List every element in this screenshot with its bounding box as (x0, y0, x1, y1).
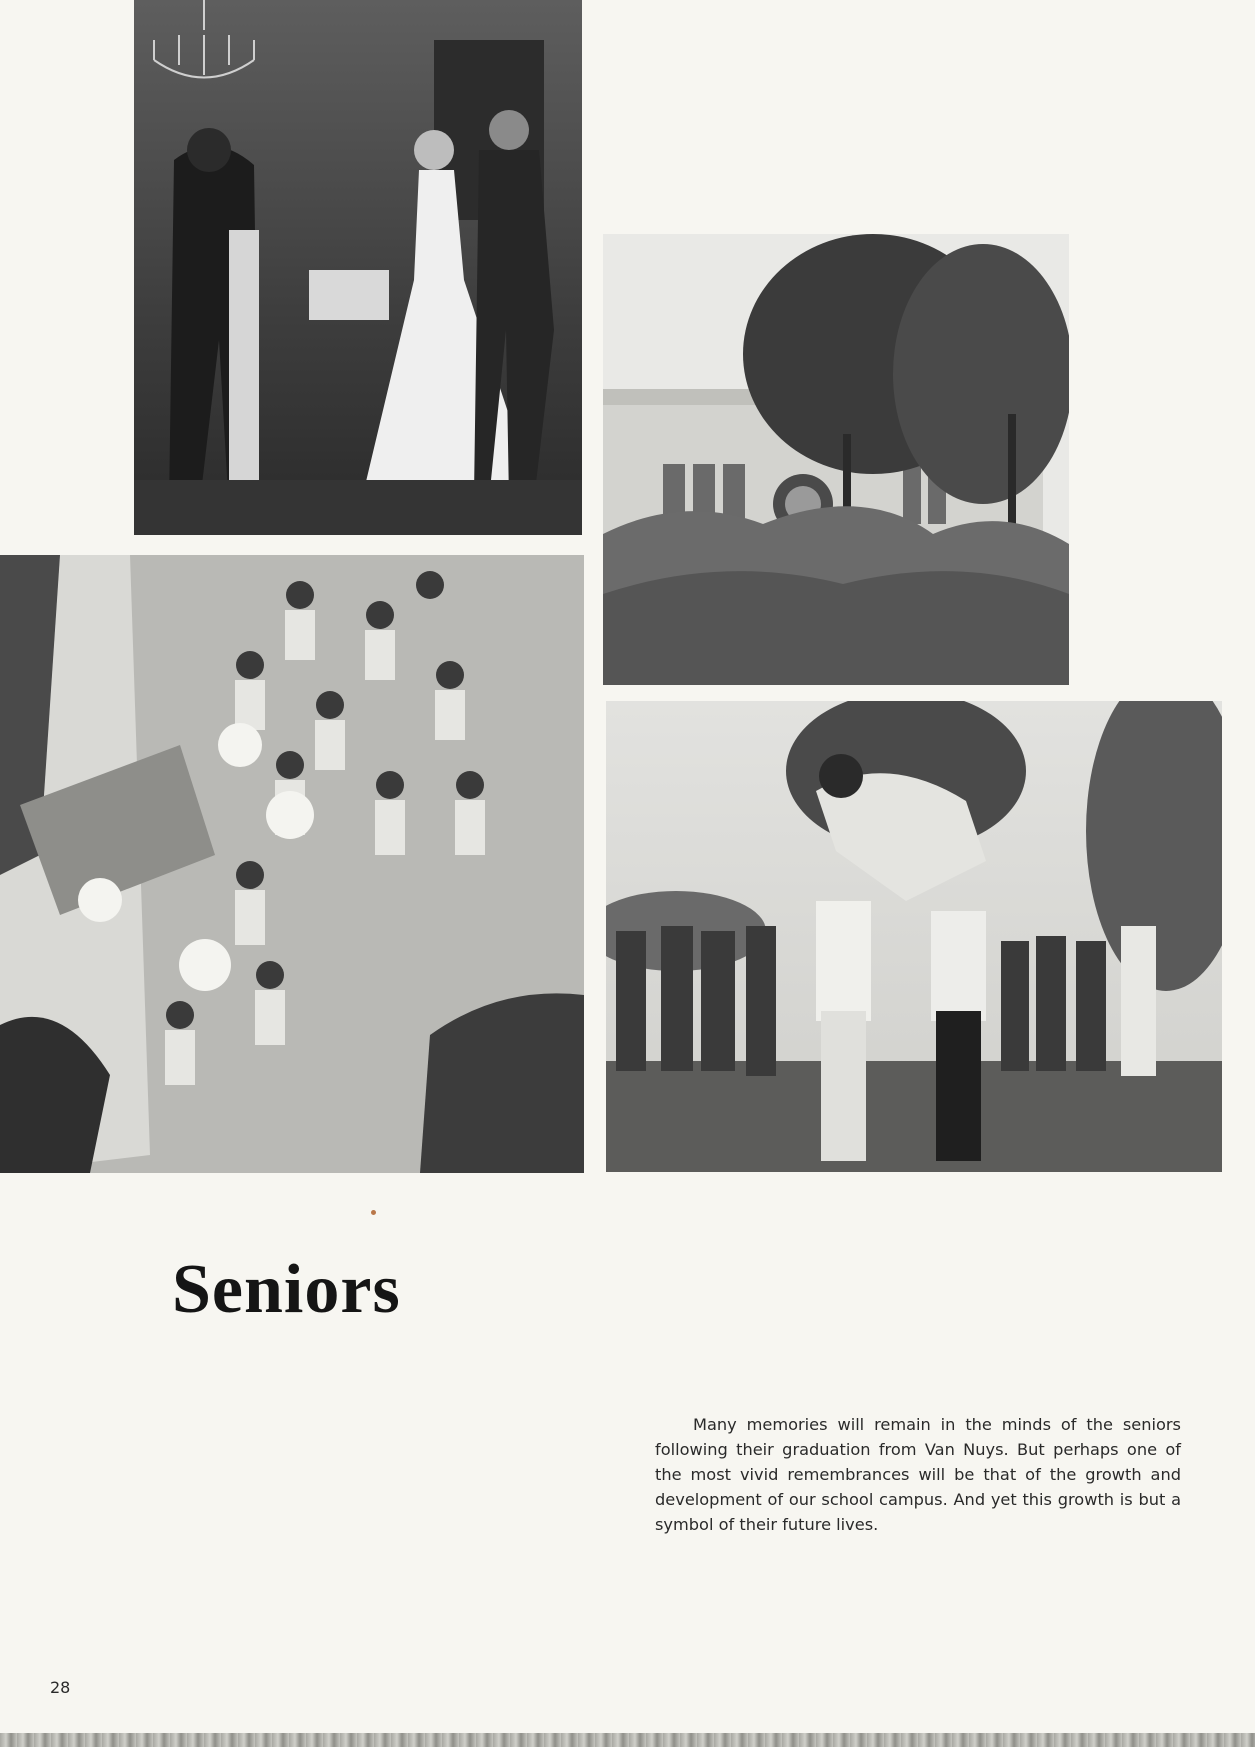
photo-students-running (0, 555, 584, 1173)
paper-speck (371, 1210, 376, 1215)
page-title: Seniors (172, 1251, 401, 1328)
page-number: 28 (50, 1678, 71, 1697)
photo-school-building (603, 234, 1069, 685)
photo-students-lifting (606, 701, 1222, 1172)
caption-text: Many memories will remain in the minds of the seniors following their graduation from Van Nuys. But perhaps one of the most vivid remembrances will be that of the growth and development of our school campus. And yet this growth is but a symbol of their future lives. (655, 1415, 1181, 1534)
photo-formal-dance (134, 0, 582, 535)
page-bottom-edge (0, 1733, 1255, 1747)
